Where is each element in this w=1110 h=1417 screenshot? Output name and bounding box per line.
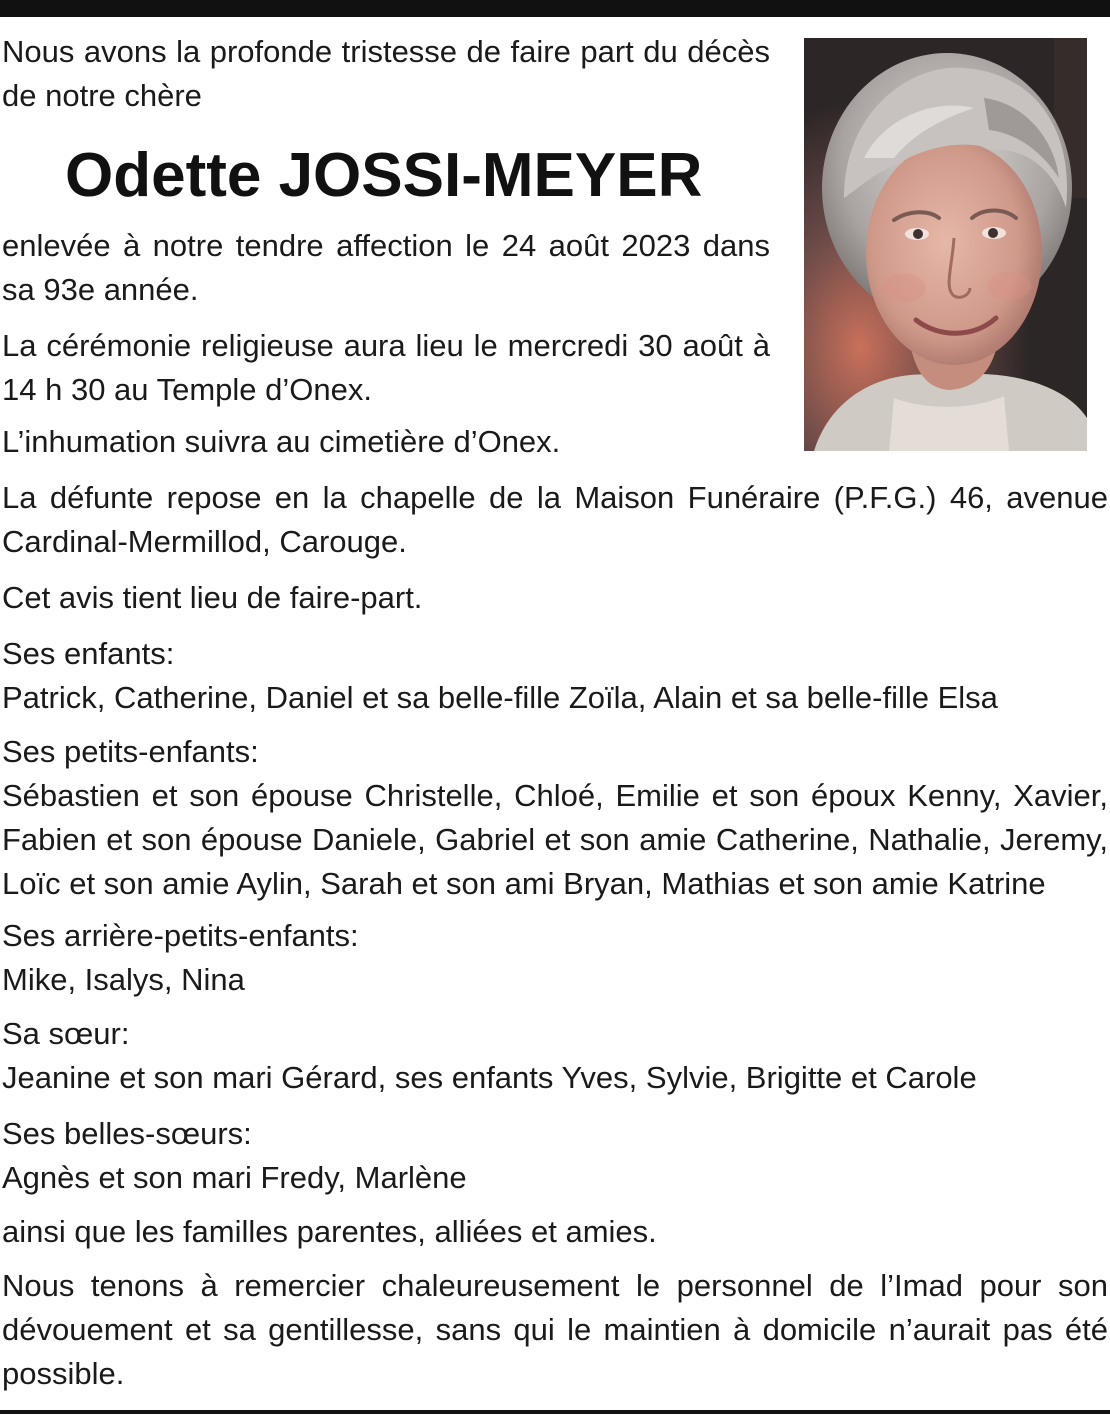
children-names: Patrick, Catherine, Daniel et sa belle-fille Zoïla, Alain et sa belle-fille Elsa xyxy=(2,680,998,715)
burial-text: L’inhumation suivra au cimetière d’Onex. xyxy=(2,424,561,459)
deceased-name: Odette JOSSI-MEYER xyxy=(65,141,703,210)
thanks-text: Nous tenons à remercier chaleureusement le personnel de l’Imad pour son dévouement et sa gentillesse, sans qui le maintien à domicile n’aurait pas été possible. xyxy=(2,1268,1108,1391)
grandchildren-names: Sébastien et son épouse Christelle, Chloé, Emilie et son époux Kenny, Xavier, Fabien et son épouse Daniele, Gabriel et son amie Catherine, Nathalie, Jeremy, Loïc et son amie Aylin, Sarah et son ami Bryan, Mathias et son amie Katrine xyxy=(2,778,1108,901)
grandchildren-label: Ses petits-enfants: xyxy=(2,734,259,769)
notice-line: Cet avis tient lieu de faire-part. xyxy=(2,580,423,615)
families-text: ainsi que les familles parentes, alliées et amies. xyxy=(2,1214,657,1249)
ceremony-text: La cérémonie religieuse aura lieu le mercredi 30 août à 14 h 30 au Temple d’Onex. xyxy=(2,328,770,407)
intro-text: Nous avons la profonde tristesse de faire part du décès de notre chère xyxy=(2,34,770,113)
great-grandchildren-label: Ses arrière-petits-enfants: xyxy=(2,918,359,953)
children-label: Ses enfants: xyxy=(2,636,175,671)
top-rule xyxy=(0,0,1110,17)
passing-text: enlevée à notre tendre affection le 24 août 2023 dans sa 93e année. xyxy=(2,228,770,307)
sister-names: Jeanine et son mari Gérard, ses enfants Yves, Sylvie, Brigitte et Carole xyxy=(2,1060,977,1095)
bottom-rule xyxy=(0,1410,1110,1414)
great-grandchildren-names: Mike, Isalys, Nina xyxy=(2,962,245,997)
portrait-photo xyxy=(804,38,1087,451)
resting-place-text: La défunte repose en la chapelle de la Maison Funéraire (P.F.G.) 46, avenue Cardinal-Mermillod, Carouge. xyxy=(2,480,1108,559)
sisters-in-law-names: Agnès et son mari Fredy, Marlène xyxy=(2,1160,467,1195)
sisters-in-law-label: Ses belles-sœurs: xyxy=(2,1116,252,1151)
sister-label: Sa sœur: xyxy=(2,1016,130,1051)
